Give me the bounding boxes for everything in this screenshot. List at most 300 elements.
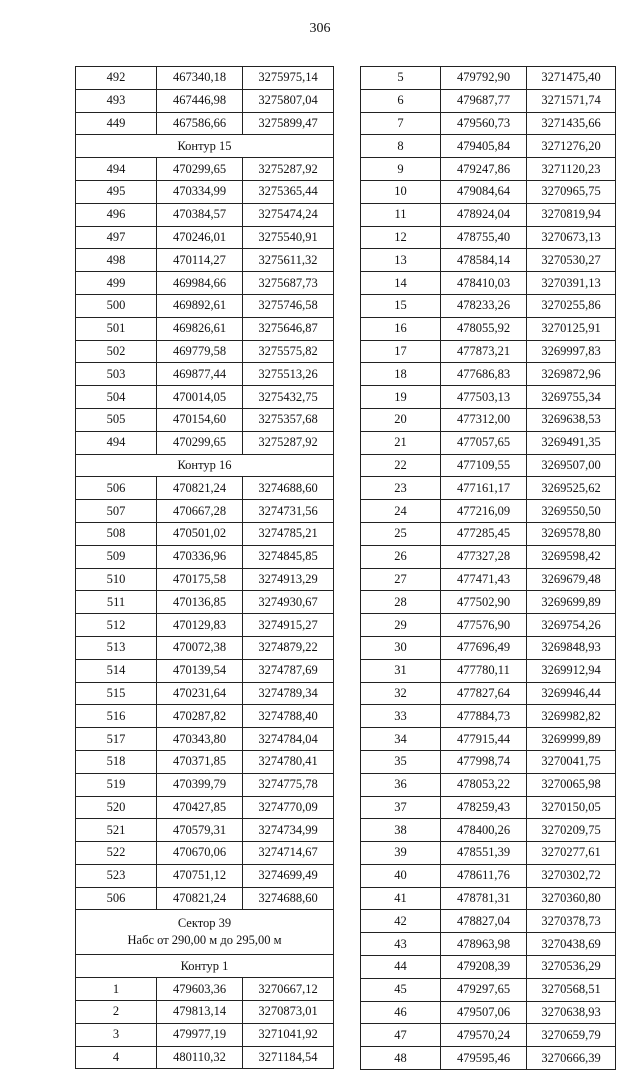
- point-number-cell: 25: [361, 522, 441, 545]
- table-row: [361, 67, 616, 90]
- point-number-cell: 13: [361, 249, 441, 272]
- table-row: [361, 203, 616, 226]
- x-coordinate-cell: 477285,45: [441, 522, 527, 545]
- table-row: [361, 1024, 616, 1047]
- table-row: [361, 773, 616, 796]
- x-coordinate-cell: 477057,65: [441, 431, 527, 454]
- x-coordinate-cell: 470299,65: [157, 158, 243, 181]
- table-row: [76, 819, 334, 842]
- point-number-cell: 8: [361, 135, 441, 158]
- point-number-cell: 11: [361, 203, 441, 226]
- table-row: [76, 500, 334, 523]
- x-coordinate-cell: 470014,05: [157, 386, 243, 409]
- table-row: [361, 431, 616, 454]
- y-coordinate-cell: 3269946,44: [527, 682, 616, 705]
- table-row: [76, 203, 334, 226]
- x-coordinate-cell: 477216,09: [441, 500, 527, 523]
- table-row: [361, 659, 616, 682]
- point-number-cell: 37: [361, 796, 441, 819]
- x-coordinate-cell: 477161,17: [441, 477, 527, 500]
- table-row: [361, 454, 616, 477]
- point-number-cell: 497: [76, 226, 157, 249]
- table-row: [76, 636, 334, 659]
- y-coordinate-cell: 3275687,73: [243, 272, 334, 295]
- table-row: [361, 705, 616, 728]
- table-row: [361, 1001, 616, 1024]
- point-number-cell: 36: [361, 773, 441, 796]
- y-coordinate-cell: 3274688,60: [243, 887, 334, 910]
- y-coordinate-cell: 3275899,47: [243, 112, 334, 135]
- x-coordinate-cell: 470334,99: [157, 180, 243, 203]
- table-row: [76, 180, 334, 203]
- x-coordinate-cell: 478584,14: [441, 249, 527, 272]
- point-number-cell: 506: [76, 477, 157, 500]
- x-coordinate-cell: 477502,90: [441, 591, 527, 614]
- y-coordinate-cell: 3269872,96: [527, 363, 616, 386]
- x-coordinate-cell: 470667,28: [157, 500, 243, 523]
- y-coordinate-cell: 3270819,94: [527, 203, 616, 226]
- table-row: [76, 614, 334, 637]
- x-coordinate-cell: 467446,98: [157, 89, 243, 112]
- x-coordinate-cell: 479687,77: [441, 89, 527, 112]
- table-row: [76, 750, 334, 773]
- y-coordinate-cell: 3275540,91: [243, 226, 334, 249]
- table-row: [76, 591, 334, 614]
- point-number-cell: 523: [76, 864, 157, 887]
- point-number-cell: 40: [361, 864, 441, 887]
- point-number-cell: 500: [76, 294, 157, 317]
- point-number-cell: 9: [361, 158, 441, 181]
- y-coordinate-cell: 3271475,40: [527, 67, 616, 90]
- point-number-cell: 519: [76, 773, 157, 796]
- x-coordinate-cell: 470579,31: [157, 819, 243, 842]
- point-number-cell: 38: [361, 819, 441, 842]
- x-coordinate-cell: 470343,80: [157, 728, 243, 751]
- y-coordinate-cell: 3270659,79: [527, 1024, 616, 1047]
- point-number-cell: 513: [76, 636, 157, 659]
- y-coordinate-cell: 3275287,92: [243, 158, 334, 181]
- x-coordinate-cell: 470139,54: [157, 659, 243, 682]
- y-coordinate-cell: 3274879,22: [243, 636, 334, 659]
- x-coordinate-cell: 479813,14: [157, 1001, 243, 1024]
- x-coordinate-cell: 477827,64: [441, 682, 527, 705]
- x-coordinate-cell: 470821,24: [157, 887, 243, 910]
- y-coordinate-cell: 3269699,89: [527, 591, 616, 614]
- x-coordinate-cell: 470287,82: [157, 705, 243, 728]
- point-number-cell: 518: [76, 750, 157, 773]
- y-coordinate-cell: 3269507,00: [527, 454, 616, 477]
- table-row: [76, 431, 334, 454]
- table-row: [76, 249, 334, 272]
- point-number-cell: 494: [76, 431, 157, 454]
- point-number-cell: 43: [361, 933, 441, 956]
- x-coordinate-cell: 478259,43: [441, 796, 527, 819]
- y-coordinate-cell: 3271041,92: [243, 1023, 334, 1046]
- x-coordinate-cell: 470231,64: [157, 682, 243, 705]
- x-coordinate-cell: 467586,66: [157, 112, 243, 135]
- point-number-cell: 39: [361, 842, 441, 865]
- point-number-cell: 16: [361, 317, 441, 340]
- y-coordinate-cell: 3275357,68: [243, 408, 334, 431]
- x-coordinate-cell: 477327,28: [441, 545, 527, 568]
- y-coordinate-cell: 3274789,34: [243, 682, 334, 705]
- table-row: [76, 363, 334, 386]
- table-row: [361, 796, 616, 819]
- y-coordinate-cell: 3274775,78: [243, 773, 334, 796]
- point-number-cell: 495: [76, 180, 157, 203]
- table-row: [76, 67, 334, 90]
- y-coordinate-cell: 3274714,67: [243, 842, 334, 865]
- table-row: [76, 317, 334, 340]
- x-coordinate-cell: 479208,39: [441, 956, 527, 979]
- table-row: [76, 978, 334, 1001]
- y-coordinate-cell: 3269755,34: [527, 386, 616, 409]
- y-coordinate-cell: 3269848,93: [527, 636, 616, 659]
- x-coordinate-cell: 477884,73: [441, 705, 527, 728]
- table-row: [76, 112, 334, 135]
- point-number-cell: 517: [76, 728, 157, 751]
- contour-header-row: [76, 955, 334, 978]
- table-row: [76, 682, 334, 705]
- table-row: [361, 956, 616, 979]
- point-number-cell: 33: [361, 705, 441, 728]
- point-number-cell: 42: [361, 910, 441, 933]
- point-number-cell: 21: [361, 431, 441, 454]
- point-number-cell: 24: [361, 500, 441, 523]
- table-row: [361, 614, 616, 637]
- table-row: [76, 545, 334, 568]
- contour-header-row: [76, 454, 334, 477]
- x-coordinate-cell: 478410,03: [441, 272, 527, 295]
- table-row: [76, 226, 334, 249]
- point-number-cell: 521: [76, 819, 157, 842]
- point-number-cell: 45: [361, 978, 441, 1001]
- point-number-cell: 510: [76, 568, 157, 591]
- table-row: [76, 294, 334, 317]
- x-coordinate-cell: 470751,12: [157, 864, 243, 887]
- point-number-cell: 496: [76, 203, 157, 226]
- point-number-cell: 10: [361, 180, 441, 203]
- point-number-cell: 7: [361, 112, 441, 135]
- y-coordinate-cell: 3269754,26: [527, 614, 616, 637]
- y-coordinate-cell: 3274785,21: [243, 522, 334, 545]
- y-coordinate-cell: 3274688,60: [243, 477, 334, 500]
- point-number-cell: 20: [361, 408, 441, 431]
- x-coordinate-cell: 479405,84: [441, 135, 527, 158]
- y-coordinate-cell: 3269550,50: [527, 500, 616, 523]
- table-row: [361, 272, 616, 295]
- table-row: [361, 477, 616, 500]
- y-coordinate-cell: 3270438,69: [527, 933, 616, 956]
- table-row: [361, 591, 616, 614]
- table-row: [76, 408, 334, 431]
- point-number-cell: 499: [76, 272, 157, 295]
- point-number-cell: 501: [76, 317, 157, 340]
- point-number-cell: 44: [361, 956, 441, 979]
- point-number-cell: 507: [76, 500, 157, 523]
- table-row: [361, 226, 616, 249]
- point-number-cell: 493: [76, 89, 157, 112]
- y-coordinate-cell: 3270391,13: [527, 272, 616, 295]
- point-number-cell: 492: [76, 67, 157, 90]
- contour-header: Контур 16: [76, 454, 334, 477]
- x-coordinate-cell: 479595,46: [441, 1047, 527, 1070]
- y-coordinate-cell: 3269578,80: [527, 522, 616, 545]
- x-coordinate-cell: 479297,65: [441, 978, 527, 1001]
- table-row: [76, 158, 334, 181]
- y-coordinate-cell: 3270530,27: [527, 249, 616, 272]
- y-coordinate-cell: 3269638,53: [527, 408, 616, 431]
- x-coordinate-cell: 469892,61: [157, 294, 243, 317]
- point-number-cell: 2: [76, 1001, 157, 1024]
- x-coordinate-cell: 479247,86: [441, 158, 527, 181]
- sector-header-row: [76, 910, 334, 955]
- table-row: [361, 89, 616, 112]
- x-coordinate-cell: 478827,04: [441, 910, 527, 933]
- sector-header: [76, 910, 334, 955]
- x-coordinate-cell: 469779,58: [157, 340, 243, 363]
- point-number-cell: 15: [361, 294, 441, 317]
- contour-header: Контур 1: [76, 955, 334, 978]
- point-number-cell: 31: [361, 659, 441, 682]
- sector-title: Сектор 39: [177, 916, 232, 931]
- x-coordinate-cell: 470501,02: [157, 522, 243, 545]
- point-number-cell: 46: [361, 1001, 441, 1024]
- x-coordinate-cell: 479560,73: [441, 112, 527, 135]
- y-coordinate-cell: 3270965,75: [527, 180, 616, 203]
- point-number-cell: 14: [361, 272, 441, 295]
- y-coordinate-cell: 3270638,93: [527, 1001, 616, 1024]
- coordinates-table-right: [360, 66, 616, 1070]
- x-coordinate-cell: 480110,32: [157, 1046, 243, 1069]
- point-number-cell: 19: [361, 386, 441, 409]
- x-coordinate-cell: 478963,98: [441, 933, 527, 956]
- point-number-cell: 35: [361, 750, 441, 773]
- x-coordinate-cell: 479507,06: [441, 1001, 527, 1024]
- y-coordinate-cell: 3274915,27: [243, 614, 334, 637]
- x-coordinate-cell: 470114,27: [157, 249, 243, 272]
- x-coordinate-cell: 478551,39: [441, 842, 527, 865]
- table-row: [361, 1047, 616, 1070]
- sector-depth-range: Набс от 290,00 м до 295,00 м: [127, 933, 282, 948]
- y-coordinate-cell: 3271120,23: [527, 158, 616, 181]
- point-number-cell: 34: [361, 728, 441, 751]
- x-coordinate-cell: 470072,38: [157, 636, 243, 659]
- table-row: [361, 158, 616, 181]
- x-coordinate-cell: 477998,74: [441, 750, 527, 773]
- x-coordinate-cell: 477312,00: [441, 408, 527, 431]
- y-coordinate-cell: 3270302,72: [527, 864, 616, 887]
- x-coordinate-cell: 479603,36: [157, 978, 243, 1001]
- y-coordinate-cell: 3271435,66: [527, 112, 616, 135]
- point-number-cell: 514: [76, 659, 157, 682]
- table-row: [361, 978, 616, 1001]
- y-coordinate-cell: 3270277,61: [527, 842, 616, 865]
- y-coordinate-cell: 3275975,14: [243, 67, 334, 90]
- y-coordinate-cell: 3270255,86: [527, 294, 616, 317]
- table-row: [361, 500, 616, 523]
- point-number-cell: 502: [76, 340, 157, 363]
- table-row: [361, 522, 616, 545]
- table-row: [361, 819, 616, 842]
- table-row: [76, 842, 334, 865]
- y-coordinate-cell: 3274930,67: [243, 591, 334, 614]
- y-coordinate-cell: 3274780,41: [243, 750, 334, 773]
- table-row: [76, 659, 334, 682]
- table-row: [361, 340, 616, 363]
- point-number-cell: 29: [361, 614, 441, 637]
- x-coordinate-cell: 470299,65: [157, 431, 243, 454]
- y-coordinate-cell: 3275287,92: [243, 431, 334, 454]
- table-row: [361, 842, 616, 865]
- table-row: [361, 317, 616, 340]
- point-number-cell: 47: [361, 1024, 441, 1047]
- y-coordinate-cell: 3271184,54: [243, 1046, 334, 1069]
- point-number-cell: 505: [76, 408, 157, 431]
- point-number-cell: 22: [361, 454, 441, 477]
- y-coordinate-cell: 3270150,05: [527, 796, 616, 819]
- x-coordinate-cell: 478055,92: [441, 317, 527, 340]
- table-row: [76, 477, 334, 500]
- y-coordinate-cell: 3275611,32: [243, 249, 334, 272]
- table-row: [76, 522, 334, 545]
- y-coordinate-cell: 3270360,80: [527, 887, 616, 910]
- x-coordinate-cell: 477576,90: [441, 614, 527, 637]
- x-coordinate-cell: 470371,85: [157, 750, 243, 773]
- table-row: [361, 408, 616, 431]
- x-coordinate-cell: 477471,43: [441, 568, 527, 591]
- point-number-cell: 18: [361, 363, 441, 386]
- table-row: [361, 180, 616, 203]
- table-row: [76, 705, 334, 728]
- table-row: [361, 887, 616, 910]
- x-coordinate-cell: 470336,96: [157, 545, 243, 568]
- point-number-cell: 508: [76, 522, 157, 545]
- table-row: [361, 112, 616, 135]
- x-coordinate-cell: 469826,61: [157, 317, 243, 340]
- table-row: [76, 89, 334, 112]
- table-row: [76, 864, 334, 887]
- table-row: [361, 294, 616, 317]
- y-coordinate-cell: 3269525,62: [527, 477, 616, 500]
- point-number-cell: 30: [361, 636, 441, 659]
- x-coordinate-cell: 478400,26: [441, 819, 527, 842]
- y-coordinate-cell: 3269679,48: [527, 568, 616, 591]
- point-number-cell: 4: [76, 1046, 157, 1069]
- table-row: [76, 1046, 334, 1069]
- x-coordinate-cell: 479084,64: [441, 180, 527, 203]
- x-coordinate-cell: 478611,76: [441, 864, 527, 887]
- x-coordinate-cell: 477915,44: [441, 728, 527, 751]
- y-coordinate-cell: 3269491,35: [527, 431, 616, 454]
- point-number-cell: 509: [76, 545, 157, 568]
- table-row: [361, 568, 616, 591]
- point-number-cell: 28: [361, 591, 441, 614]
- table-row: [76, 568, 334, 591]
- x-coordinate-cell: 470821,24: [157, 477, 243, 500]
- y-coordinate-cell: 3269912,94: [527, 659, 616, 682]
- x-coordinate-cell: 477873,21: [441, 340, 527, 363]
- table-row: [76, 887, 334, 910]
- x-coordinate-cell: 469877,44: [157, 363, 243, 386]
- y-coordinate-cell: 3271571,74: [527, 89, 616, 112]
- x-coordinate-cell: 478053,22: [441, 773, 527, 796]
- point-number-cell: 48: [361, 1047, 441, 1070]
- table-row: [361, 636, 616, 659]
- y-coordinate-cell: 3269598,42: [527, 545, 616, 568]
- table-row: [361, 363, 616, 386]
- y-coordinate-cell: 3274913,29: [243, 568, 334, 591]
- point-number-cell: 12: [361, 226, 441, 249]
- point-number-cell: 23: [361, 477, 441, 500]
- table-row: [76, 340, 334, 363]
- table-row: [361, 910, 616, 933]
- x-coordinate-cell: 470136,85: [157, 591, 243, 614]
- x-coordinate-cell: 467340,18: [157, 67, 243, 90]
- x-coordinate-cell: 477686,83: [441, 363, 527, 386]
- x-coordinate-cell: 477503,13: [441, 386, 527, 409]
- page-number: 306: [309, 21, 331, 36]
- y-coordinate-cell: 3270065,98: [527, 773, 616, 796]
- point-number-cell: 512: [76, 614, 157, 637]
- x-coordinate-cell: 470129,83: [157, 614, 243, 637]
- point-number-cell: 511: [76, 591, 157, 614]
- table-row: [76, 796, 334, 819]
- point-number-cell: 522: [76, 842, 157, 865]
- y-coordinate-cell: 3274784,04: [243, 728, 334, 751]
- point-number-cell: 3: [76, 1023, 157, 1046]
- contour-header-row: [76, 135, 334, 158]
- point-number-cell: 17: [361, 340, 441, 363]
- table-row: [361, 545, 616, 568]
- x-coordinate-cell: 477109,55: [441, 454, 527, 477]
- x-coordinate-cell: 478233,26: [441, 294, 527, 317]
- point-number-cell: 515: [76, 682, 157, 705]
- point-number-cell: 6: [361, 89, 441, 112]
- x-coordinate-cell: 479792,90: [441, 67, 527, 90]
- contour-header: Контур 15: [76, 135, 334, 158]
- y-coordinate-cell: 3274787,69: [243, 659, 334, 682]
- y-coordinate-cell: 3274699,49: [243, 864, 334, 887]
- x-coordinate-cell: 470399,79: [157, 773, 243, 796]
- table-row: [76, 272, 334, 295]
- y-coordinate-cell: 3275513,26: [243, 363, 334, 386]
- table-row: [76, 728, 334, 751]
- table-row: [76, 1023, 334, 1046]
- point-number-cell: 504: [76, 386, 157, 409]
- x-coordinate-cell: 479570,24: [441, 1024, 527, 1047]
- table-row: [76, 773, 334, 796]
- point-number-cell: 503: [76, 363, 157, 386]
- x-coordinate-cell: 478755,40: [441, 226, 527, 249]
- point-number-cell: 506: [76, 887, 157, 910]
- x-coordinate-cell: 470670,06: [157, 842, 243, 865]
- y-coordinate-cell: 3275474,24: [243, 203, 334, 226]
- y-coordinate-cell: 3269999,89: [527, 728, 616, 751]
- table-row: [361, 135, 616, 158]
- y-coordinate-cell: 3270536,29: [527, 956, 616, 979]
- table-row: [361, 386, 616, 409]
- y-coordinate-cell: 3274770,09: [243, 796, 334, 819]
- point-number-cell: 26: [361, 545, 441, 568]
- y-coordinate-cell: 3275432,75: [243, 386, 334, 409]
- point-number-cell: 41: [361, 887, 441, 910]
- table-row: [361, 750, 616, 773]
- y-coordinate-cell: 3270673,13: [527, 226, 616, 249]
- x-coordinate-cell: 477696,49: [441, 636, 527, 659]
- y-coordinate-cell: 3270209,75: [527, 819, 616, 842]
- coordinates-table-left: [75, 66, 334, 1069]
